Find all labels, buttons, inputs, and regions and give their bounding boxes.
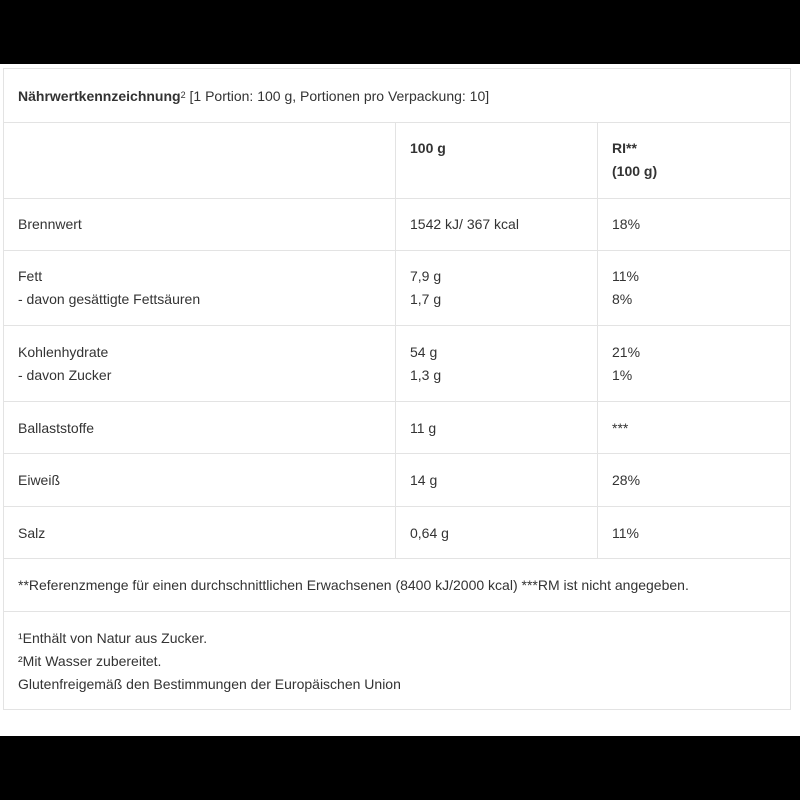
- row-value: 7,9 g: [410, 268, 442, 284]
- row-subvalue: 1,7 g: [410, 291, 442, 307]
- row-ri: 11%: [612, 525, 639, 541]
- row-ri-cell: [598, 402, 790, 453]
- row-label-cell: [4, 199, 396, 250]
- row-value: 0,64 g: [410, 525, 449, 541]
- nutrition-table: [3, 68, 791, 710]
- column-header-ri: RI**: [612, 140, 637, 156]
- row-label-cell: [4, 402, 396, 453]
- reference-footnote: **Referenzmenge für einen durchschnittlichen Erwachsenen (8400 kJ/2000 kcal) ***RM ist nicht angegeben.: [18, 577, 689, 593]
- row-value-cell: [396, 326, 598, 401]
- row-label: Ballaststoffe: [18, 420, 95, 436]
- row-label: Salz: [18, 525, 46, 541]
- row-label-cell: [4, 454, 396, 506]
- row-label-cell: [4, 507, 396, 558]
- row-value: 14 g: [410, 472, 438, 488]
- row-label: Eiweiß: [18, 472, 61, 488]
- row-sub-ri: 8%: [612, 291, 633, 307]
- row-sub-ri: 1%: [612, 367, 633, 383]
- header-cell-per-100g: [396, 123, 598, 198]
- row-ri-cell: [598, 507, 790, 558]
- row-ri: 21%: [612, 344, 641, 360]
- row-ri-cell: [598, 199, 790, 250]
- table-row: [4, 507, 790, 559]
- column-header-100g: 100 g: [410, 140, 446, 156]
- row-label-cell: [4, 251, 396, 325]
- row-value-cell: [396, 454, 598, 506]
- header-cell-ri: [598, 123, 790, 198]
- reference-footnote-row: [4, 559, 790, 612]
- row-value-cell: [396, 251, 598, 325]
- note-gluten-free: Glutenfreigemäß den Bestimmungen der Europäischen Union: [18, 676, 401, 692]
- note-prepared-with-water: ²Mit Wasser zubereitet.: [18, 653, 162, 669]
- row-value: 11 g: [410, 420, 437, 436]
- row-sublabel: - davon Zucker: [18, 367, 112, 383]
- table-title-portion-info: [1 Portion: 100 g, Portionen pro Verpackung: 10]: [185, 88, 490, 104]
- column-header-ri-unit: (100 g): [612, 163, 658, 179]
- row-sublabel: - davon gesättigte Fettsäuren: [18, 291, 201, 307]
- row-value-cell: [396, 507, 598, 558]
- table-title: [18, 85, 489, 108]
- row-label-cell: [4, 326, 396, 401]
- row-value-cell: [396, 402, 598, 453]
- row-value: 1542 kJ/ 367 kcal: [410, 216, 519, 232]
- table-title-bold: Nährwertkennzeichnung: [18, 88, 181, 104]
- row-subvalue: 1,3 g: [410, 367, 442, 383]
- column-header-row: [4, 123, 790, 199]
- row-value: 54 g: [410, 344, 438, 360]
- row-value-cell: [396, 199, 598, 250]
- row-ri-cell: [598, 454, 790, 506]
- table-title-row: [4, 69, 790, 123]
- table-title-superscript: 2: [180, 90, 186, 100]
- row-ri: 28%: [612, 472, 641, 488]
- note-natural-sugar: ¹Enthält von Natur aus Zucker.: [18, 630, 208, 646]
- notes-row: [4, 612, 790, 709]
- row-ri-cell: [598, 326, 790, 401]
- row-ri: 11%: [612, 268, 639, 284]
- table-row: [4, 326, 790, 402]
- table-row: [4, 402, 790, 454]
- table-row: [4, 454, 790, 507]
- table-row: [4, 251, 790, 326]
- row-ri: 18%: [612, 216, 641, 232]
- header-cell-empty: [4, 123, 396, 198]
- row-ri: ***: [612, 420, 629, 436]
- row-ri-cell: [598, 251, 790, 325]
- row-label: Kohlenhydrate: [18, 344, 109, 360]
- row-label: Brennwert: [18, 216, 82, 232]
- table-row: [4, 199, 790, 251]
- row-label: Fett: [18, 268, 43, 284]
- page-content: [0, 64, 800, 736]
